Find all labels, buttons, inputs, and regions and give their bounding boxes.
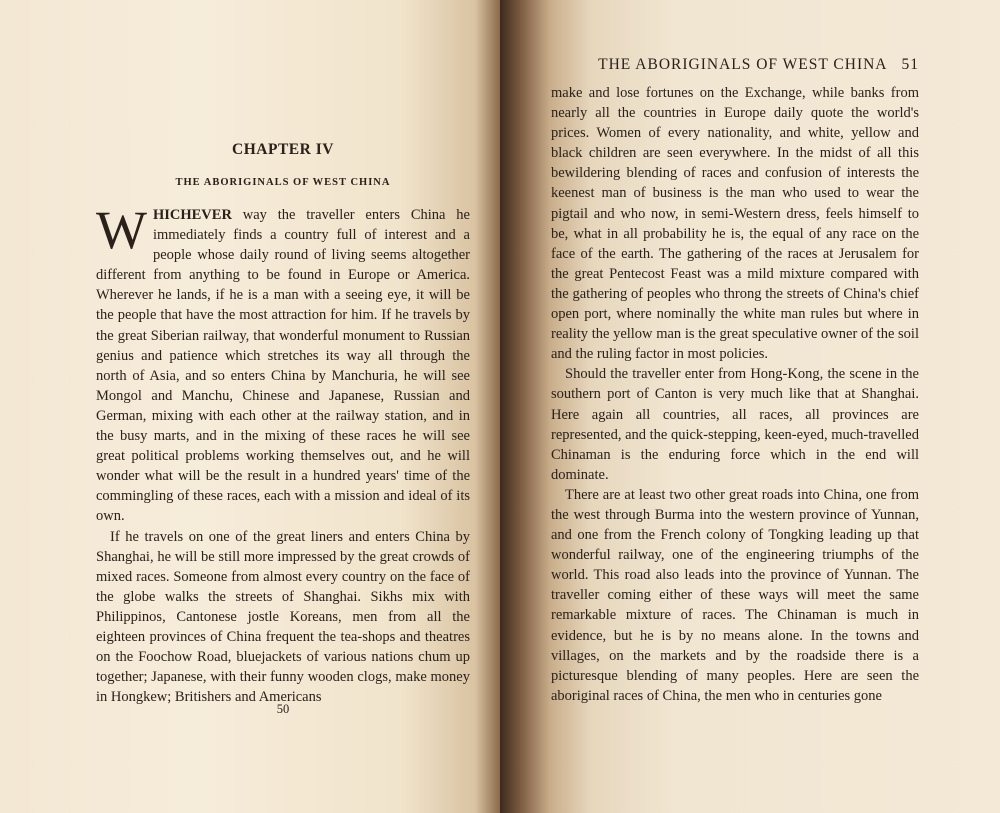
running-head [551, 56, 919, 74]
page-number-right: 51 [901, 56, 919, 73]
paragraph-1 [96, 200, 470, 527]
page-number-left: 50 [276, 702, 290, 716]
paragraph-1-text: way the traveller enters China he immediately finds a country full of interest and a people whose daily round of living seems altogether different from anything to be found in Europe or America. Wherever he lands, if he is a man with a seeing eye, it will be the people that have the most attraction for him. If he travels by the great Siberian railway, that wonderful monument to Russian genius and patience which stretches its way all through the north of Asia, and so enters China by Manchuria, he will see Mongol and Manchu, Chinese and Japanese, Russian and German, mixing with each other at the railway station, and in the busy marts, and in the mixing of these races he will see great political problems working themselves out, and he will wonder what will be the result in a hundred years' time of the commingling of these races, each with a mission and ideal of its own. [96, 207, 470, 525]
right-paragraph-3: There are at least two other great roads into China, one from the west through Burma into the western province of Yunnan, and one from the French colony of Tongking leading up that wonderful railway, one of the engineering triumphs of the world. This road also leads into the province of Yunnan. The traveller coming either of these ways will meet the same remarkable mixture of races. The Chinaman is much in evidence, but he is by no means alone. In the towns and villages, on the markets and by the roadside there is a picturesque blending of many peoples. Here are seen the aboriginal races of China, the men who in centuries gone [551, 486, 919, 704]
right-paragraph-1: make and lose fortunes on the Exchange, while banks from nearly all the countries in Europe daily quote the world's prices. Women of every nationality, and white, yellow and black children are seen everywhere. In the midst of all this bewildering blending of races and confusion of interests the keenest man of business is the man who used to wear the pigtail and who now, in semi-Western dress, feels himself to be, what in all probability he is, the equal of any race on the face of the earth. The gathering of the races at Jerusalem for the great Pentecost Feast was a mild mixture compared with the gathering of peoples who throng the streets of China's chief open port, where nominally the white man rules but where in reality the yellow man is the great speculative owner of the soil and the ruling factor in most policies. [551, 85, 919, 363]
running-head-title: THE ABORIGINALS OF WEST CHINA [598, 56, 888, 73]
right-page-body [551, 83, 919, 706]
paragraph-2: If he travels on one of the great liners and enters China by Shanghai, he will be still more impressed by the great crowds of mixed races. Someone from almost every country on the face of the globe walks the streets of Shanghai. Sikhs mix with Philippinos, Cantonese jostle Koreans, men from all the eighteen provinces of China frequent the tea-shops and theatres on the Foochow Road, bluejackets of various nations chum up together; Japanese, with their funny wooden clogs, make money in Hongkew; Britishers and Americans [96, 528, 470, 706]
lead-in: HICHEVER [152, 207, 232, 223]
drop-cap: W [96, 200, 147, 260]
right-paragraph-2: Should the traveller enter from Hong-Kong, the scene in the southern port of Canton is very much like that at Shanghai. Here again all countries, all races, all provinces are represented, and the quick-stepping, keen-eyed, much-travelled Chinaman is the enduring force which in the end will dominate. [551, 366, 919, 483]
chapter-subtitle: THE ABORIGINALS OF WEST CHINA [175, 177, 391, 188]
chapter-title: CHAPTER IV [232, 141, 334, 158]
left-page-body [96, 200, 470, 707]
